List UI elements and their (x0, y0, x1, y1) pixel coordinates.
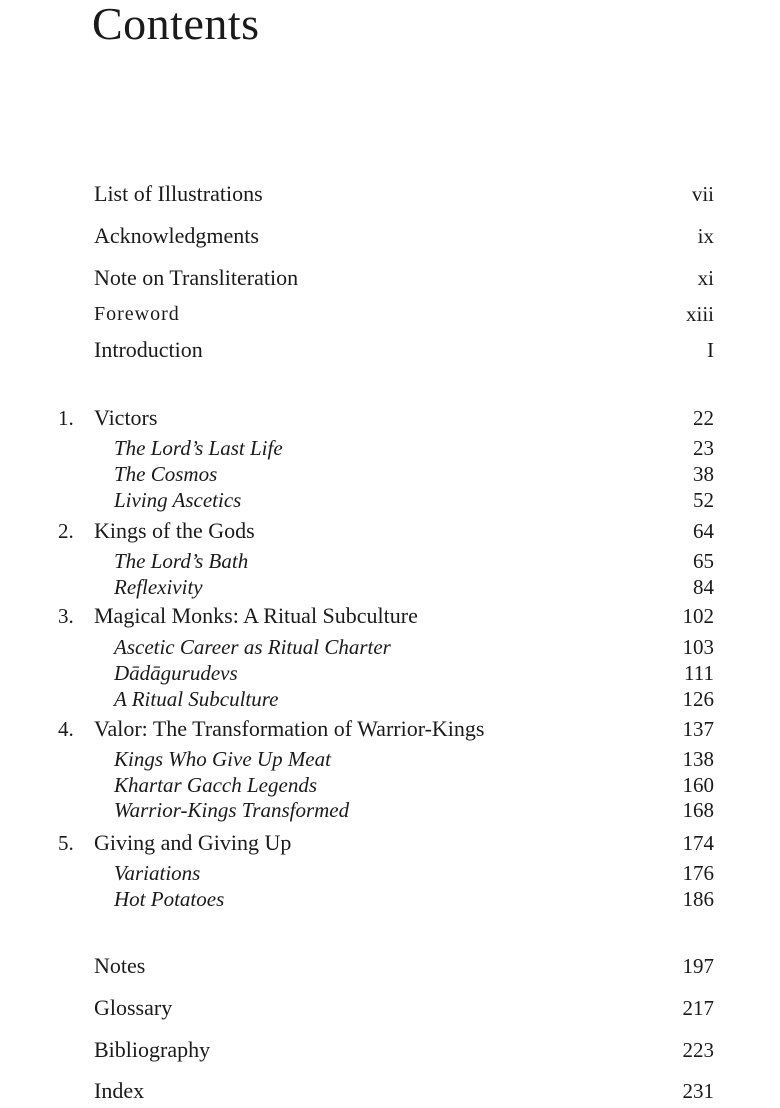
section-label: Variations (114, 861, 201, 885)
toc-chapter[interactable] (0, 516, 780, 546)
toc-entry[interactable] (0, 299, 780, 329)
chapter-label: Valor: The Transformation of Warrior-Kings (94, 716, 485, 741)
section-page: 111 (684, 661, 714, 685)
chapter-page: 22 (693, 406, 714, 430)
section-label: The Cosmos (114, 462, 218, 486)
toc-entry-label: Note on Transliteration (94, 265, 299, 290)
toc-section[interactable] (0, 487, 780, 513)
toc-entry-label: Notes (94, 953, 146, 978)
toc-section[interactable] (0, 860, 780, 886)
toc-section[interactable] (0, 660, 780, 686)
chapter-number: 2. (58, 519, 74, 543)
toc-entry-label: List of Illustrations (94, 181, 263, 206)
toc-entry-page: xiii (685, 302, 714, 326)
section-page: 38 (693, 462, 714, 486)
toc-entry-label: Acknowledgments (94, 223, 259, 248)
section-label: Warrior-Kings Transformed (114, 798, 350, 822)
toc-entry[interactable] (0, 179, 780, 209)
toc-section[interactable] (0, 461, 780, 487)
toc-entry-page: 217 (682, 996, 714, 1020)
toc-entry[interactable] (0, 335, 780, 365)
section-label: Hot Potatoes (114, 887, 225, 911)
section-page: 23 (693, 436, 714, 460)
section-label: Ascetic Career as Ritual Charter (114, 635, 391, 659)
chapter-label: Giving and Giving Up (94, 830, 292, 855)
toc-section[interactable] (0, 574, 780, 600)
section-page: 176 (682, 861, 714, 885)
toc-entry-label: Introduction (94, 337, 203, 362)
toc-entry[interactable] (0, 1076, 780, 1106)
section-page: 65 (693, 549, 714, 573)
toc-entry[interactable] (0, 951, 780, 981)
section-label: The Lord’s Last Life (114, 436, 283, 460)
toc-chapter[interactable] (0, 828, 780, 858)
toc-chapter[interactable] (0, 714, 780, 744)
toc-entry[interactable] (0, 1035, 780, 1065)
toc-section[interactable] (0, 772, 780, 798)
toc-section[interactable] (0, 686, 780, 712)
section-label: A Ritual Subculture (114, 687, 279, 711)
toc-entry-label: Glossary (94, 995, 173, 1020)
section-label: Reflexivity (114, 575, 203, 599)
section-label: Kings Who Give Up Meat (114, 747, 331, 771)
page-title: Contents (92, 0, 260, 49)
toc-entry-label: Foreword (94, 303, 180, 325)
toc-entry-page: xi (697, 266, 714, 290)
section-label: Dādāgurudevs (114, 661, 238, 685)
section-page: 160 (682, 773, 714, 797)
toc-entry-label: Bibliography (94, 1037, 211, 1062)
toc-section[interactable] (0, 886, 780, 912)
chapter-label: Victors (94, 405, 158, 430)
chapter-number: 5. (58, 831, 74, 855)
toc-entry-page: 197 (682, 954, 714, 978)
chapter-page: 137 (682, 717, 714, 741)
section-page: 52 (693, 488, 714, 512)
toc-entry-page: 223 (682, 1038, 714, 1062)
section-label: Living Ascetics (114, 488, 242, 512)
chapter-page: 102 (682, 604, 714, 628)
chapter-label: Magical Monks: A Ritual Subculture (94, 603, 418, 628)
section-page: 103 (682, 635, 714, 659)
chapter-label: Kings of the Gods (94, 518, 255, 543)
chapter-page: 174 (682, 831, 714, 855)
toc-entry-page: ix (697, 224, 714, 248)
toc-entry-label: Index (94, 1078, 145, 1103)
toc-section[interactable] (0, 548, 780, 574)
toc-entry-page: 231 (682, 1079, 714, 1103)
chapter-page: 64 (693, 519, 714, 543)
chapter-number: 3. (58, 604, 74, 628)
toc-chapter[interactable] (0, 403, 780, 433)
section-page: 84 (693, 575, 714, 599)
section-page: 168 (682, 798, 714, 822)
toc-section[interactable] (0, 435, 780, 461)
toc-entry-page: I (707, 338, 714, 362)
toc-chapter[interactable] (0, 601, 780, 631)
toc-entry[interactable] (0, 993, 780, 1023)
toc-section[interactable] (0, 797, 780, 823)
toc-entry-page: vii (691, 182, 714, 206)
chapter-number: 4. (58, 717, 74, 741)
section-label: Khartar Gacch Legends (114, 773, 317, 797)
toc-section[interactable] (0, 746, 780, 772)
section-page: 138 (682, 747, 714, 771)
section-page: 126 (682, 687, 714, 711)
toc-entry[interactable] (0, 221, 780, 251)
section-page: 186 (682, 887, 714, 911)
toc-entry[interactable] (0, 263, 780, 293)
section-label: The Lord’s Bath (114, 549, 249, 573)
toc-section[interactable] (0, 634, 780, 660)
chapter-number: 1. (58, 406, 74, 430)
